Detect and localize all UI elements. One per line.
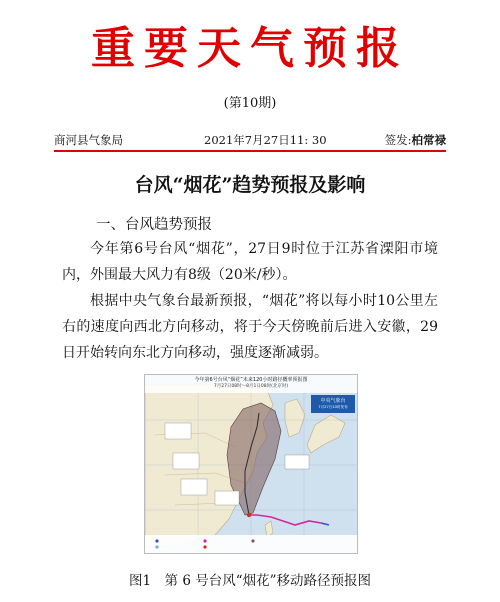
- map-legend-band: [145, 535, 357, 553]
- section-title: 一、台风趋势预报: [96, 217, 212, 233]
- legend-dot: [155, 539, 158, 542]
- forecast-label-box: [165, 423, 191, 439]
- legend-dot: [155, 545, 158, 548]
- issuing-organization: 商河县气象局: [54, 133, 123, 147]
- legend-dot: [203, 539, 206, 542]
- signer-name: 柏常禄: [411, 133, 446, 147]
- paragraph: 今年第6号台风“烟花”，27日9时位于江苏省溧阳市境内，外围最大风力有8级（20米/秒）。: [62, 241, 438, 283]
- issue-date: 2021年7月27日11: 30: [204, 133, 327, 147]
- issue-number: (第10期): [223, 96, 277, 111]
- typhoon-track-map: [144, 374, 358, 554]
- forecast-label-box: [173, 453, 199, 469]
- forecast-label-box: [285, 455, 309, 469]
- bulletin-title: 重要天气预报: [91, 23, 409, 74]
- map-title: 今年第6号台风“烟花”未来120小时路径概率预报图: [194, 377, 308, 383]
- legend-dot: [203, 545, 206, 548]
- bulletin-meta: [54, 132, 446, 148]
- map-badge-subtitle: 7月27日10时发布: [318, 405, 348, 409]
- forecast-label-box: [215, 491, 239, 505]
- article-headline: 台风“烟花”趋势预报及影响: [134, 174, 366, 196]
- legend-dot: [251, 539, 254, 542]
- current-position: [247, 513, 251, 517]
- map-badge-title: 中央气象台: [320, 398, 346, 404]
- paragraph: 根据中央气象台最新预报，“烟花”将以每小时10公里左右的速度向西北方向移动，将于今天傍晚前后进入安徽，29日开始转向东北方向移动，强度逐渐减弱。: [62, 293, 438, 361]
- sign-label: 签发:: [384, 133, 412, 147]
- forecast-label-box: [181, 479, 207, 495]
- figure-caption: 图1 第 6 号台风“烟花”移动路径预报图: [128, 573, 372, 589]
- header-divider: [54, 150, 446, 152]
- signer-block: [385, 132, 446, 148]
- map-subtitle: 7月27日08时～8月1日08时(北京时): [213, 384, 289, 389]
